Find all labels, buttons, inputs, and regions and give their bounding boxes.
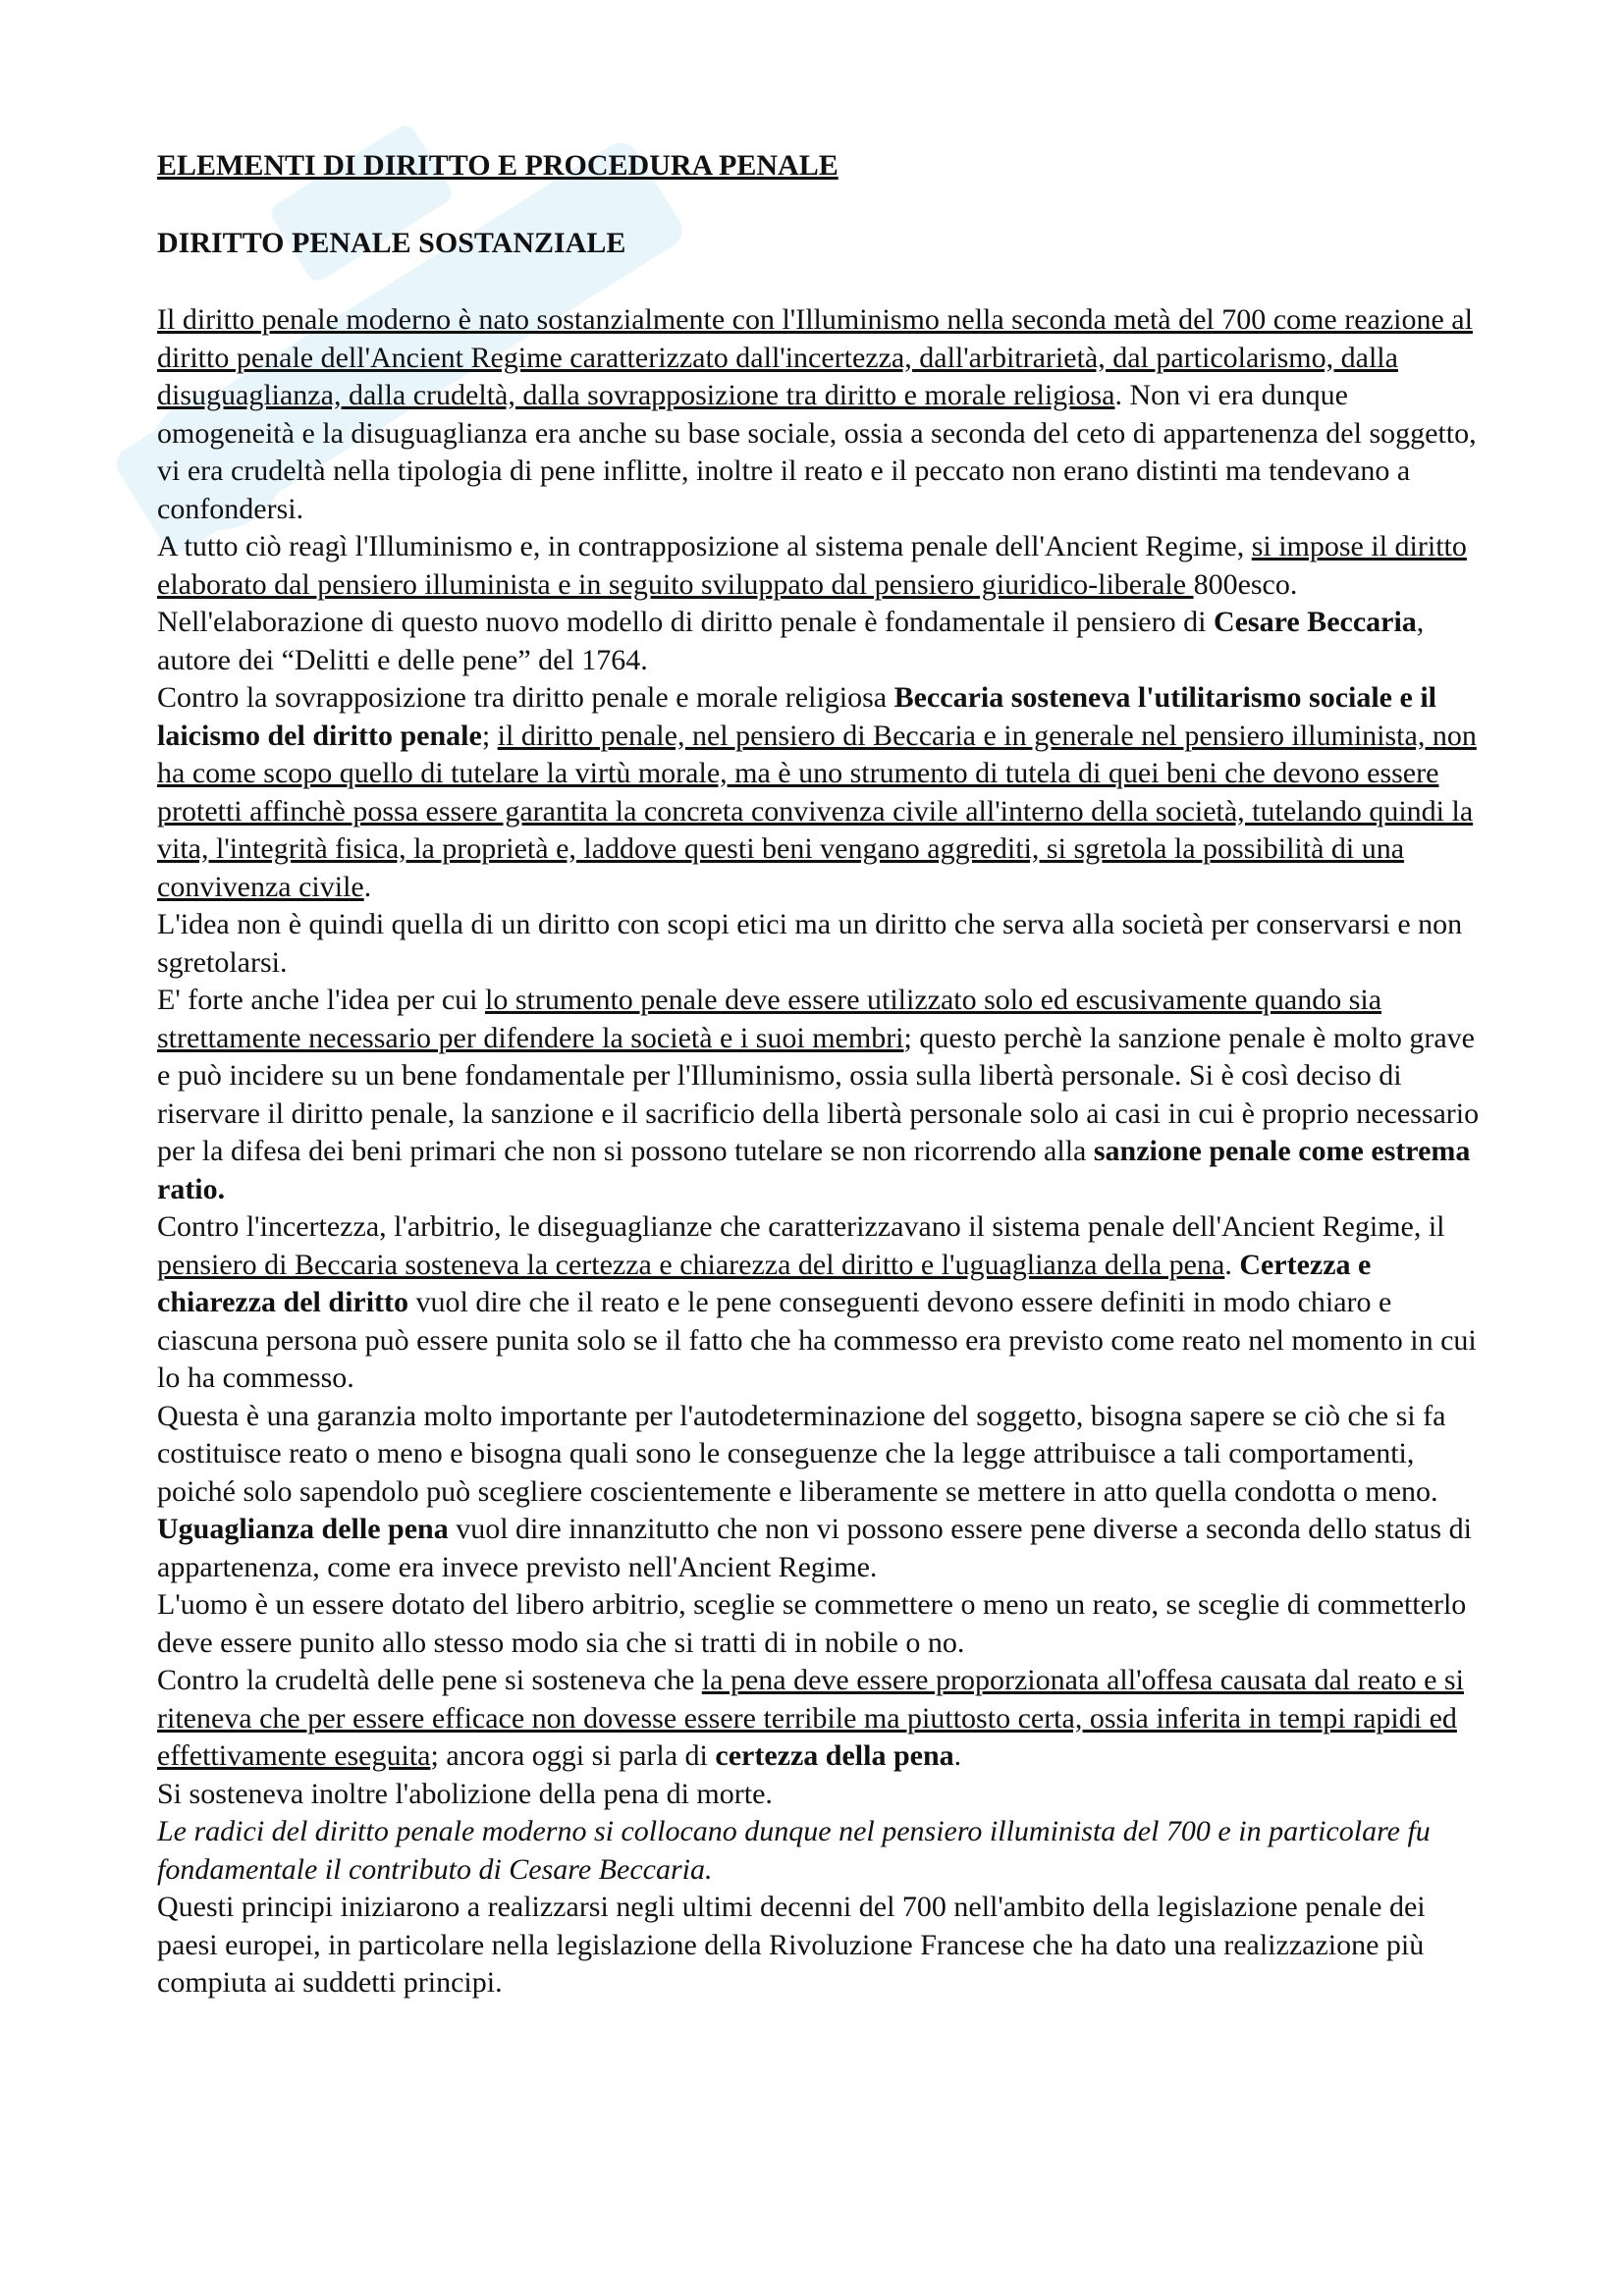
text-run: Questi principi iniziarono a realizzarsi negli ultimi decenni del 700 nell'ambito della legislazione penale dei paesi europei, in particolare nella legislazione della Rivoluzione Francese che ha dato una realizzazione più compiuta ai suddetti principi. <box>157 1891 1426 1999</box>
text-run: il diritto penale, nel pensiero di Beccaria e in generale nel pensiero illuminista, non ha come scopo quello di tutelare la virtù morale, ma è uno strumento di tutela di quei beni che devono essere protetti affinchè possa essere garantita la concreta convivenza civile all'interno della società, tutelando quindi la vita, l'integrità fisica, la proprietà e, laddove questi beni vengano aggrediti, si sgretola la possibilità di una convivenza civile <box>157 719 1477 903</box>
text-run: ; ancora oggi si parla di <box>430 1739 716 1772</box>
body-paragraph <box>157 679 1492 906</box>
text-run: ; questo perchè la sanzione penale è molto grave e può incidere su un bene fondamentale per l'Illuminismo, ossia sulla libertà personale. Si è così deciso di riservare il diritto penale, la sanzione e il sacrificio della libertà personale solo ai casi in cui è proprio necessario per la difesa dei beni primari che non si possono tutelare se non ricorrendo alla <box>157 1021 1480 1167</box>
document-subtitle: DIRITTO PENALE SOSTANZIALE <box>157 226 626 259</box>
text-run: si impose il diritto elaborato dal pensiero illuminista e in seguito sviluppato dal pensiero giuridico-liberale <box>157 530 1467 601</box>
text-run: A tutto ciò reagì l'Illuminismo e, in contrapposizione al sistema penale dell'Ancient Regime, <box>157 530 1252 562</box>
body-paragraph <box>157 1208 1492 1398</box>
text-run: Il diritto penale moderno è nato sostanzialmente con l'Illuminismo nella seconda metà del 700 come reazione al diritto penale dell'Ancient Regime caratterizzato dall'incertezza, dall'arbitrarietà, dal particolarismo, dalla disuguaglianza, dalla crudeltà, dalla sovrapposizione tra diritto e morale religiosa <box>157 303 1473 411</box>
text-run: 800esco. <box>1193 567 1298 601</box>
text-run: E' forte anche l'idea per cui <box>157 984 485 1016</box>
text-run: vuol dire innanzitutto che non vi possono essere pene diverse a seconda dello status di appartenenza, come era invece previsto nell'Ancient Regime. <box>157 1513 1472 1583</box>
text-run: Certezza e chiarezza del diritto <box>157 1248 1372 1318</box>
text-run: Si sosteneva inoltre l'abolizione della pena di morte. <box>157 1777 773 1810</box>
text-run: lo strumento penale deve essere utilizzato solo ed escusivamente quando sia strettamente necessario per difendere la società e i suoi membri <box>157 984 1382 1054</box>
text-run: Nell'elaborazione di questo nuovo modello di diritto penale è fondamentale il pensiero di <box>157 606 1214 638</box>
text-run: Beccaria sosteneva l'utilitarismo sociale e il laicismo del diritto penale <box>157 681 1436 752</box>
text-run: ; <box>481 719 498 752</box>
text-run: L'uomo è un essere dotato del libero arbitrio, sceglie se commettere o meno un reato, se sceglie di commetterlo deve essere punito allo stesso modo sia che si tratti di in nobile o no. <box>157 1588 1467 1659</box>
document-body <box>157 301 1492 2002</box>
text-run: , autore dei “Delitti e delle pene” del 1764. <box>157 606 1425 676</box>
text-run: Le radici del diritto penale moderno si collocano dunque nel pensiero illuminista del 700 e in particolare fu fondamentale il contributo di Cesare Beccaria. <box>157 1815 1431 1886</box>
body-paragraph <box>157 1586 1492 1662</box>
text-run: . <box>1224 1248 1240 1281</box>
text-run: sanzione penale come estrema ratio. <box>157 1135 1471 1205</box>
text-run: vuol dire che il reato e le pene conseguenti devono essere definiti in modo chiaro e ciascuna persona può essere punita solo se il fatto che ha commesso era previsto come reato nel momento in cui lo ha commesso. <box>157 1286 1477 1394</box>
text-run: . <box>953 1739 962 1772</box>
body-paragraph <box>157 982 1492 1208</box>
body-paragraph <box>157 1511 1492 1586</box>
text-run: pensiero di Beccaria sosteneva la certezza e chiarezza del diritto e l'uguaglianza della pena <box>157 1248 1225 1281</box>
body-paragraph <box>157 301 1492 528</box>
document-title: ELEMENTI DI DIRITTO E PROCEDURA PENALE <box>157 149 839 182</box>
text-run: Contro la crudeltà delle pene si sosteneva che <box>157 1664 702 1696</box>
text-run: Cesare Beccaria <box>1213 606 1417 638</box>
body-paragraph <box>157 1398 1492 1512</box>
body-paragraph <box>157 1813 1492 1889</box>
text-run: Uguaglianza delle pena <box>157 1513 449 1545</box>
body-paragraph <box>157 1776 1492 1814</box>
body-paragraph <box>157 906 1492 982</box>
text-run: Questa è una garanzia molto importante per l'autodeterminazione del soggetto, bisogna sapere se ciò che si fa costituisce reato o meno e bisogna quali sono le conseguenze che la legge attribuisce a tali comportamenti, poiché solo sapendolo può scegliere coscientemente e liberamente se mettere in atto quella condotta o meno. <box>157 1399 1446 1508</box>
body-paragraph <box>157 528 1492 604</box>
document-page <box>157 147 1492 2002</box>
text-run: Contro l'incertezza, l'arbitrio, le diseguaglianze che caratterizzavano il sistema penale dell'Ancient Regime, il <box>157 1210 1445 1243</box>
text-run: la pena deve essere proporzionata all'offesa causata dal reato e si riteneva che per essere efficace non dovesse essere terribile ma piuttosto certa, ossia inferita in tempi rapidi ed effettivamente eseguita <box>157 1664 1464 1772</box>
text-run: Contro la sovrapposizione tra diritto penale e morale religiosa <box>157 681 894 714</box>
text-run: certezza della pena <box>715 1739 954 1772</box>
text-run: L'idea non è quindi quella di un diritto con scopi etici ma un diritto che serva alla società per conservarsi e non sgretolarsi. <box>157 908 1463 979</box>
body-paragraph <box>157 1889 1492 2002</box>
text-run: . <box>363 870 372 903</box>
text-run: . Non vi era dunque omogeneità e la disuguaglianza era anche su base sociale, ossia a seconda del ceto di appartenenza del soggetto, vi era crudeltà nella tipologia di pene inflitte, inoltre il reato e il peccato non erano distinti ma tendevano a confondersi. <box>157 379 1477 525</box>
body-paragraph <box>157 1662 1492 1776</box>
body-paragraph <box>157 604 1492 679</box>
